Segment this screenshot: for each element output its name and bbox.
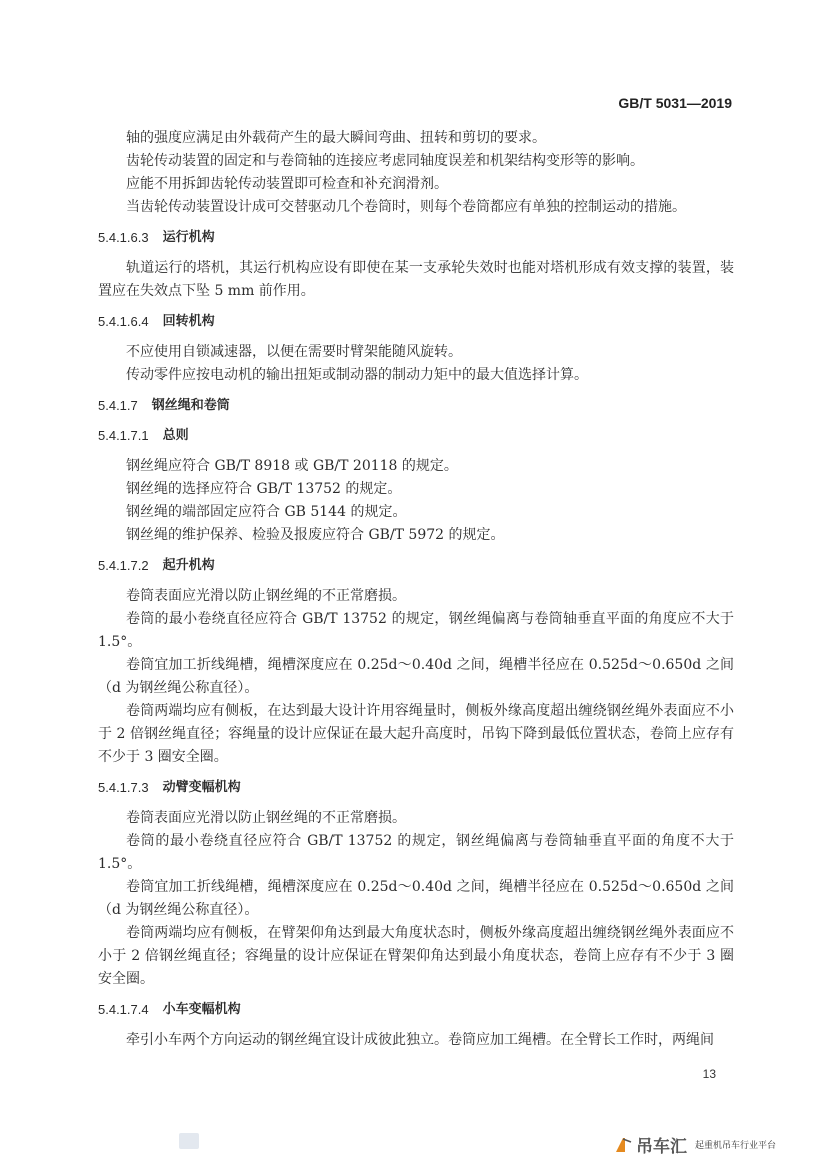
section-number: 5.4.1.7.2 [98, 558, 149, 573]
section-heading [98, 555, 734, 577]
footer-slogan: 起重机吊车行业平台 [694, 1141, 776, 1151]
standard-id: GB/T 5031—2019 [618, 95, 732, 111]
section-title: 回转机构 [162, 314, 215, 329]
section-title: 总则 [162, 428, 189, 443]
paragraph: 卷筒宜加工折线绳槽，绳槽深度应在 0.25d～0.40d 之间，绳槽半径应在 0.525d～0.650d 之间（d 为钢丝绳公称直径）。 [98, 657, 734, 696]
paragraph: 轴的强度应满足由外载荷产生的最大瞬间弯曲、扭转和剪切的要求。 [126, 130, 546, 146]
paragraph: 卷筒的最小卷绕直径应符合 GB/T 13752 的规定，钢丝绳偏离与卷筒轴垂直平面的角度不大于 1.5°。 [98, 833, 734, 872]
paragraph: 应能不用拆卸齿轮传动装置即可检查和补充润滑剂。 [126, 176, 448, 192]
page-number: 13 [702, 1067, 716, 1081]
paragraph: 钢丝绳的端部固定应符合 GB 5144 的规定。 [126, 504, 407, 520]
section-number: 5.4.1.7.1 [98, 428, 149, 443]
section-title: 起升机构 [162, 558, 215, 573]
section-title: 小车变幅机构 [162, 1002, 241, 1017]
section-title: 运行机构 [162, 230, 215, 245]
section-heading [98, 311, 734, 333]
section-number: 5.4.1.7.3 [98, 780, 149, 795]
section-heading [98, 999, 734, 1021]
section-heading [98, 777, 734, 799]
paragraph: 钢丝绳应符合 GB/T 8918 或 GB/T 20118 的规定。 [126, 458, 458, 474]
paragraph: 卷筒两端均应有侧板，在达到最大设计许用容绳量时，侧板外缘高度超出缠绕钢丝绳外表面应不小于 2 倍钢丝绳直径；容绳量的设计应保证在最大起升高度时，吊钩下降到最低位置状态，卷筒上应存有不少于 3 圈安全圈。 [98, 703, 734, 765]
crane-logo-icon [614, 1136, 632, 1154]
paragraph: 传动零件应按电动机的输出扭矩或制动器的制动力矩中的最大值选择计算。 [126, 367, 588, 383]
section-number: 5.4.1.7 [98, 398, 138, 413]
paragraph: 卷筒的最小卷绕直径应符合 GB/T 13752 的规定，钢丝绳偏离与卷筒轴垂直平面的角度应不大于 1.5°。 [98, 611, 734, 650]
paragraph: 卷筒两端均应有侧板，在臂架仰角达到最大角度状态时，侧板外缘高度超出缠绕钢丝绳外表面应不小于 2 倍钢丝绳直径；容绳量的设计应保证在臂架仰角达到最小角度状态，卷筒上应存有不少于 3 圈安全圈。 [98, 925, 734, 987]
footer-watermark [614, 1132, 776, 1157]
document-body [98, 127, 734, 1052]
paragraph: 齿轮传动装置的固定和与卷筒轴的连接应考虑同轴度误差和机架结构变形等的影响。 [126, 153, 644, 169]
paragraph: 卷筒表面应光滑以防止钢丝绳的不正常磨损。 [126, 810, 406, 826]
paragraph: 当齿轮传动装置设计成可交替驱动几个卷筒时，则每个卷筒都应有单独的控制运动的措施。 [126, 199, 686, 215]
watermark-mark [179, 1133, 199, 1149]
paragraph: 轨道运行的塔机，其运行机构应设有即使在某一支承轮失效时也能对塔机形成有效支撑的装置，装置应在失效点下坠 5 mm 前作用。 [98, 260, 734, 299]
section-number: 5.4.1.6.4 [98, 314, 149, 329]
paragraph: 钢丝绳的维护保养、检验及报废应符合 GB/T 5972 的规定。 [126, 527, 505, 543]
section-title: 动臂变幅机构 [162, 780, 241, 795]
paragraph: 卷筒宜加工折线绳槽，绳槽深度应在 0.25d～0.40d 之间，绳槽半径应在 0.525d～0.650d 之间（d 为钢丝绳公称直径）。 [98, 879, 734, 918]
section-heading [98, 227, 734, 249]
paragraph: 牵引小车两个方向运动的钢丝绳宜设计成彼此独立。卷筒应加工绳槽。在全臂长工作时，两绳间 [126, 1032, 714, 1048]
section-heading [98, 395, 734, 417]
paragraph: 钢丝绳的选择应符合 GB/T 13752 的规定。 [126, 481, 402, 497]
section-number: 5.4.1.7.4 [98, 1002, 149, 1017]
section-title: 钢丝绳和卷筒 [151, 398, 230, 413]
paragraph: 不应使用自锁减速器，以便在需要时臂架能随风旋转。 [126, 344, 462, 360]
footer-brand: 吊车汇 [635, 1137, 687, 1157]
paragraph: 卷筒表面应光滑以防止钢丝绳的不正常磨损。 [126, 588, 406, 604]
section-heading [98, 425, 734, 447]
section-number: 5.4.1.6.3 [98, 230, 149, 245]
